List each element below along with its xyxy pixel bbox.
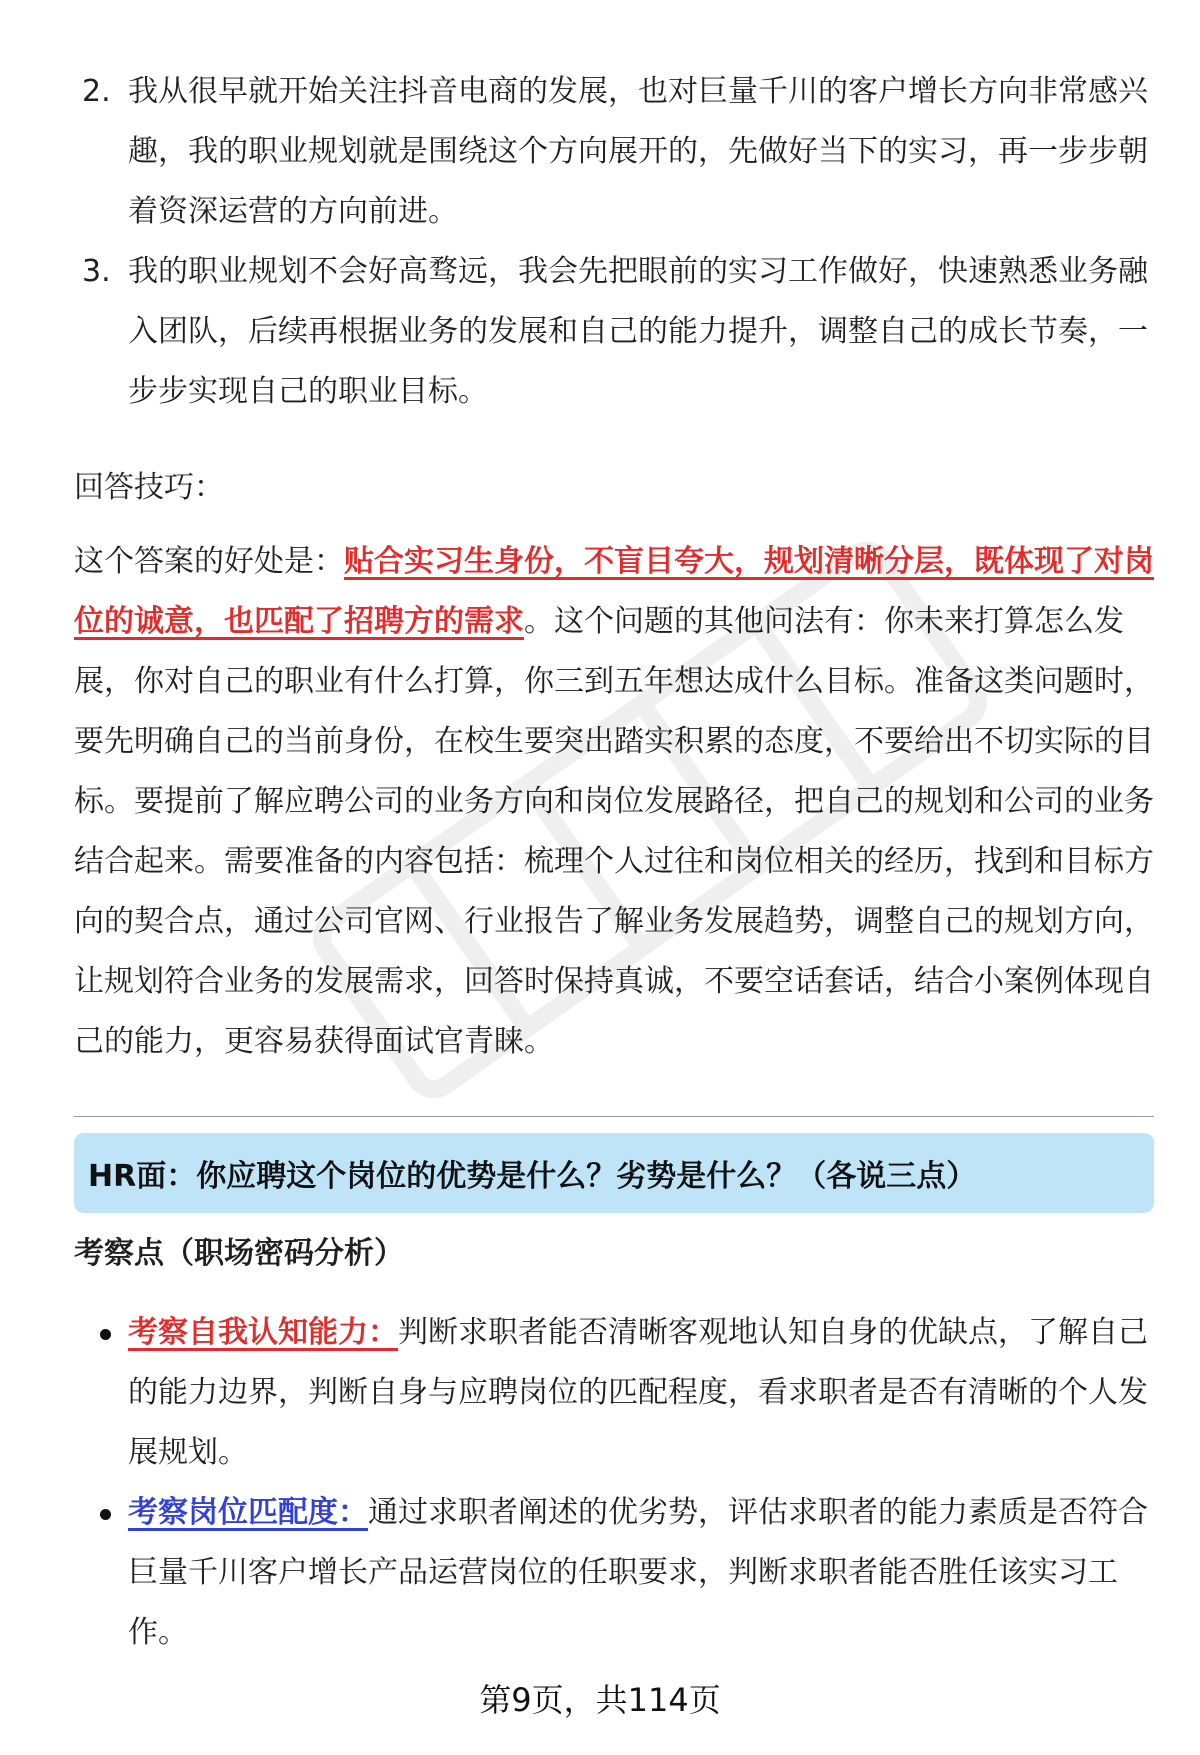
- bullet-text: 判断求职者能否清晰客观地认知自身的优缺点，了解自己的能力边界，判断自身与应聘岗位的匹配程度，看求职者是否有清晰的个人发展规划。: [128, 1315, 1148, 1470]
- tips-highlight: 贴合实习生身份，不盲目夸大，规划清晰分层，既体现了对岗位的诚意，也匹配了招聘方的需求: [74, 544, 1154, 639]
- tips-heading: 回答技巧：: [74, 470, 224, 505]
- section-title-box: [74, 1133, 1154, 1213]
- list-number: 2.: [82, 74, 111, 109]
- tips-intro: 这个答案的好处是：: [74, 544, 344, 579]
- list-text: 我从很早就开始关注抖音电商的发展，也对巨量千川的客户增长方向非常感兴趣，我的职业规划就是围绕这个方向展开的，先做好当下的实习，再一步步朝着资深运营的方向前进。: [128, 74, 1148, 229]
- bullet-dot-icon: [100, 1329, 111, 1340]
- numbered-list: [74, 62, 1154, 422]
- bullet-text: 通过求职者阐述的优劣势，评估求职者的能力素质是否符合巨量千川客户增长产品运营岗位的任职要求，判断求职者能否胜任该实习工作。: [128, 1495, 1148, 1650]
- bullet-label: 考察岗位匹配度：: [128, 1495, 368, 1530]
- list-number: 3.: [82, 254, 111, 289]
- bullet-dot-icon: [100, 1509, 111, 1520]
- section-title: HR面：你应聘这个岗位的优势是什么？劣势是什么？（各说三点）: [88, 1159, 977, 1194]
- list-item: [74, 242, 1154, 422]
- bullet-item: [74, 1483, 1154, 1663]
- bullet-label: 考察自我认知能力：: [128, 1315, 398, 1350]
- list-item: [74, 62, 1154, 242]
- page-content: [74, 62, 1154, 1663]
- list-text: 我的职业规划不会好高骛远，我会先把眼前的实习工作做好，快速熟悉业务融入团队，后续再根据业务的发展和自己的能力提升，调整自己的成长节奏，一步步实现自己的职业目标。: [128, 254, 1148, 409]
- section-subtitle: 考察点（职场密码分析）: [74, 1236, 404, 1271]
- bullet-list: [74, 1303, 1154, 1663]
- page-footer: 第9页，共114页: [479, 1681, 721, 1719]
- tips-rest: 。这个问题的其他问法有：你未来打算怎么发展，你对自己的职业有什么打算，你三到五年想达成什么目标。准备这类问题时，要先明确自己的当前身份，在校生要突出踏实积累的态度，不要给出不切实际的目标。要提前了解应聘公司的业务方向和岗位发展路径，把自己的规划和公司的业务结合起来。需要准备的内容包括：梳理个人过往和岗位相关的经历，找到和目标方向的契合点，通过公司官网、行业报告了解业务发展趋势，调整自己的规划方向，让规划符合业务的发展需求，回答时保持真诚，不要空话套话，结合小案例体现自己的能力，更容易获得面试官青睐。: [74, 604, 1154, 1059]
- tips-paragraph: [74, 532, 1154, 1072]
- bullet-item: [74, 1303, 1154, 1483]
- divider: [74, 1116, 1154, 1117]
